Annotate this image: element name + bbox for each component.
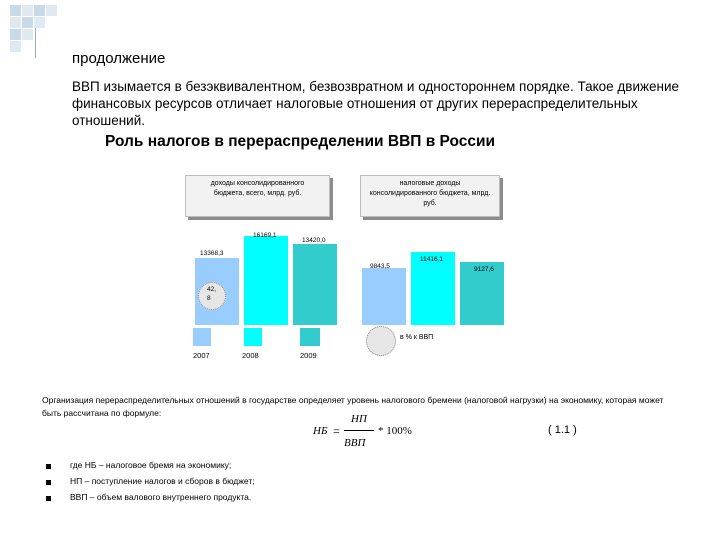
value-label-total-2009: 13420,0 <box>302 237 326 244</box>
bullet-marker <box>46 496 51 501</box>
formula-lhs: НБ <box>313 425 328 437</box>
definition-item: НП – поступление налогов и сборов в бюджет; <box>70 476 255 486</box>
value-label-tax-2009: 9127,6 <box>474 266 494 273</box>
group-label-total: доходы консолидированного бюджета, всего, млрд. руб. <box>185 175 330 217</box>
formula-number: ( 1.1 ) <box>548 424 577 436</box>
slide-heading: Роль налогов в перераспределении ВВП в России <box>105 133 496 150</box>
value-label-total-2007: 13368,3 <box>200 250 224 257</box>
bar-tax-2007 <box>362 268 406 325</box>
group-label-tax: налоговые доходы консолидированного бюджета, млрд. руб. <box>360 175 500 217</box>
legend-year-2008: 2008 <box>242 351 259 360</box>
vertical-rule <box>35 28 36 58</box>
formula-denominator: ВВП <box>344 437 366 449</box>
legend-year-2009: 2009 <box>300 351 317 360</box>
bullet-marker <box>46 480 51 485</box>
legend-swatch-gdp <box>366 326 396 356</box>
legend-swatch-2007 <box>193 328 211 346</box>
definition-item: ВВП – объем валового внутреннего продукта. <box>70 492 252 502</box>
value-label-tax-2007: 9843,5 <box>370 263 390 270</box>
subtitle: продолжение <box>72 50 166 67</box>
legend-gdp-label: в % к ВВП <box>400 334 434 341</box>
value-label-tax-2008: 11416,1 <box>420 256 444 263</box>
definition-item: где НБ – налоговое бремя на экономику; <box>70 460 232 470</box>
value-label-total-2008: 16169,1 <box>253 232 277 239</box>
bullet-marker <box>46 464 51 469</box>
fraction-line <box>344 430 374 431</box>
legend-year-2007: 2007 <box>193 351 210 360</box>
legend-swatch-2008 <box>244 328 262 346</box>
legend-swatch-2009 <box>300 328 320 346</box>
formula-equals: = <box>333 424 340 438</box>
bar-total-2009 <box>293 244 337 325</box>
bar-total-2008 <box>244 236 288 325</box>
formula-numerator: НП <box>351 413 367 425</box>
intro-paragraph: ВВП изымается в безэквивалентном, безвозвратном и одностороннем порядке. Такое движение финансовых ресурсов отличает налоговые отношения от других перераспределительных отношений. <box>72 79 680 128</box>
formula-rhs: * 100% <box>378 425 412 437</box>
gdp-share-value: 42, 8 <box>207 286 217 302</box>
formula-intro: Организация перераспределительных отношений в государстве определяет уровень налогового бремени (налоговой нагрузки) на экономику, которая может быть рассчитана по формуле: <box>42 395 664 418</box>
